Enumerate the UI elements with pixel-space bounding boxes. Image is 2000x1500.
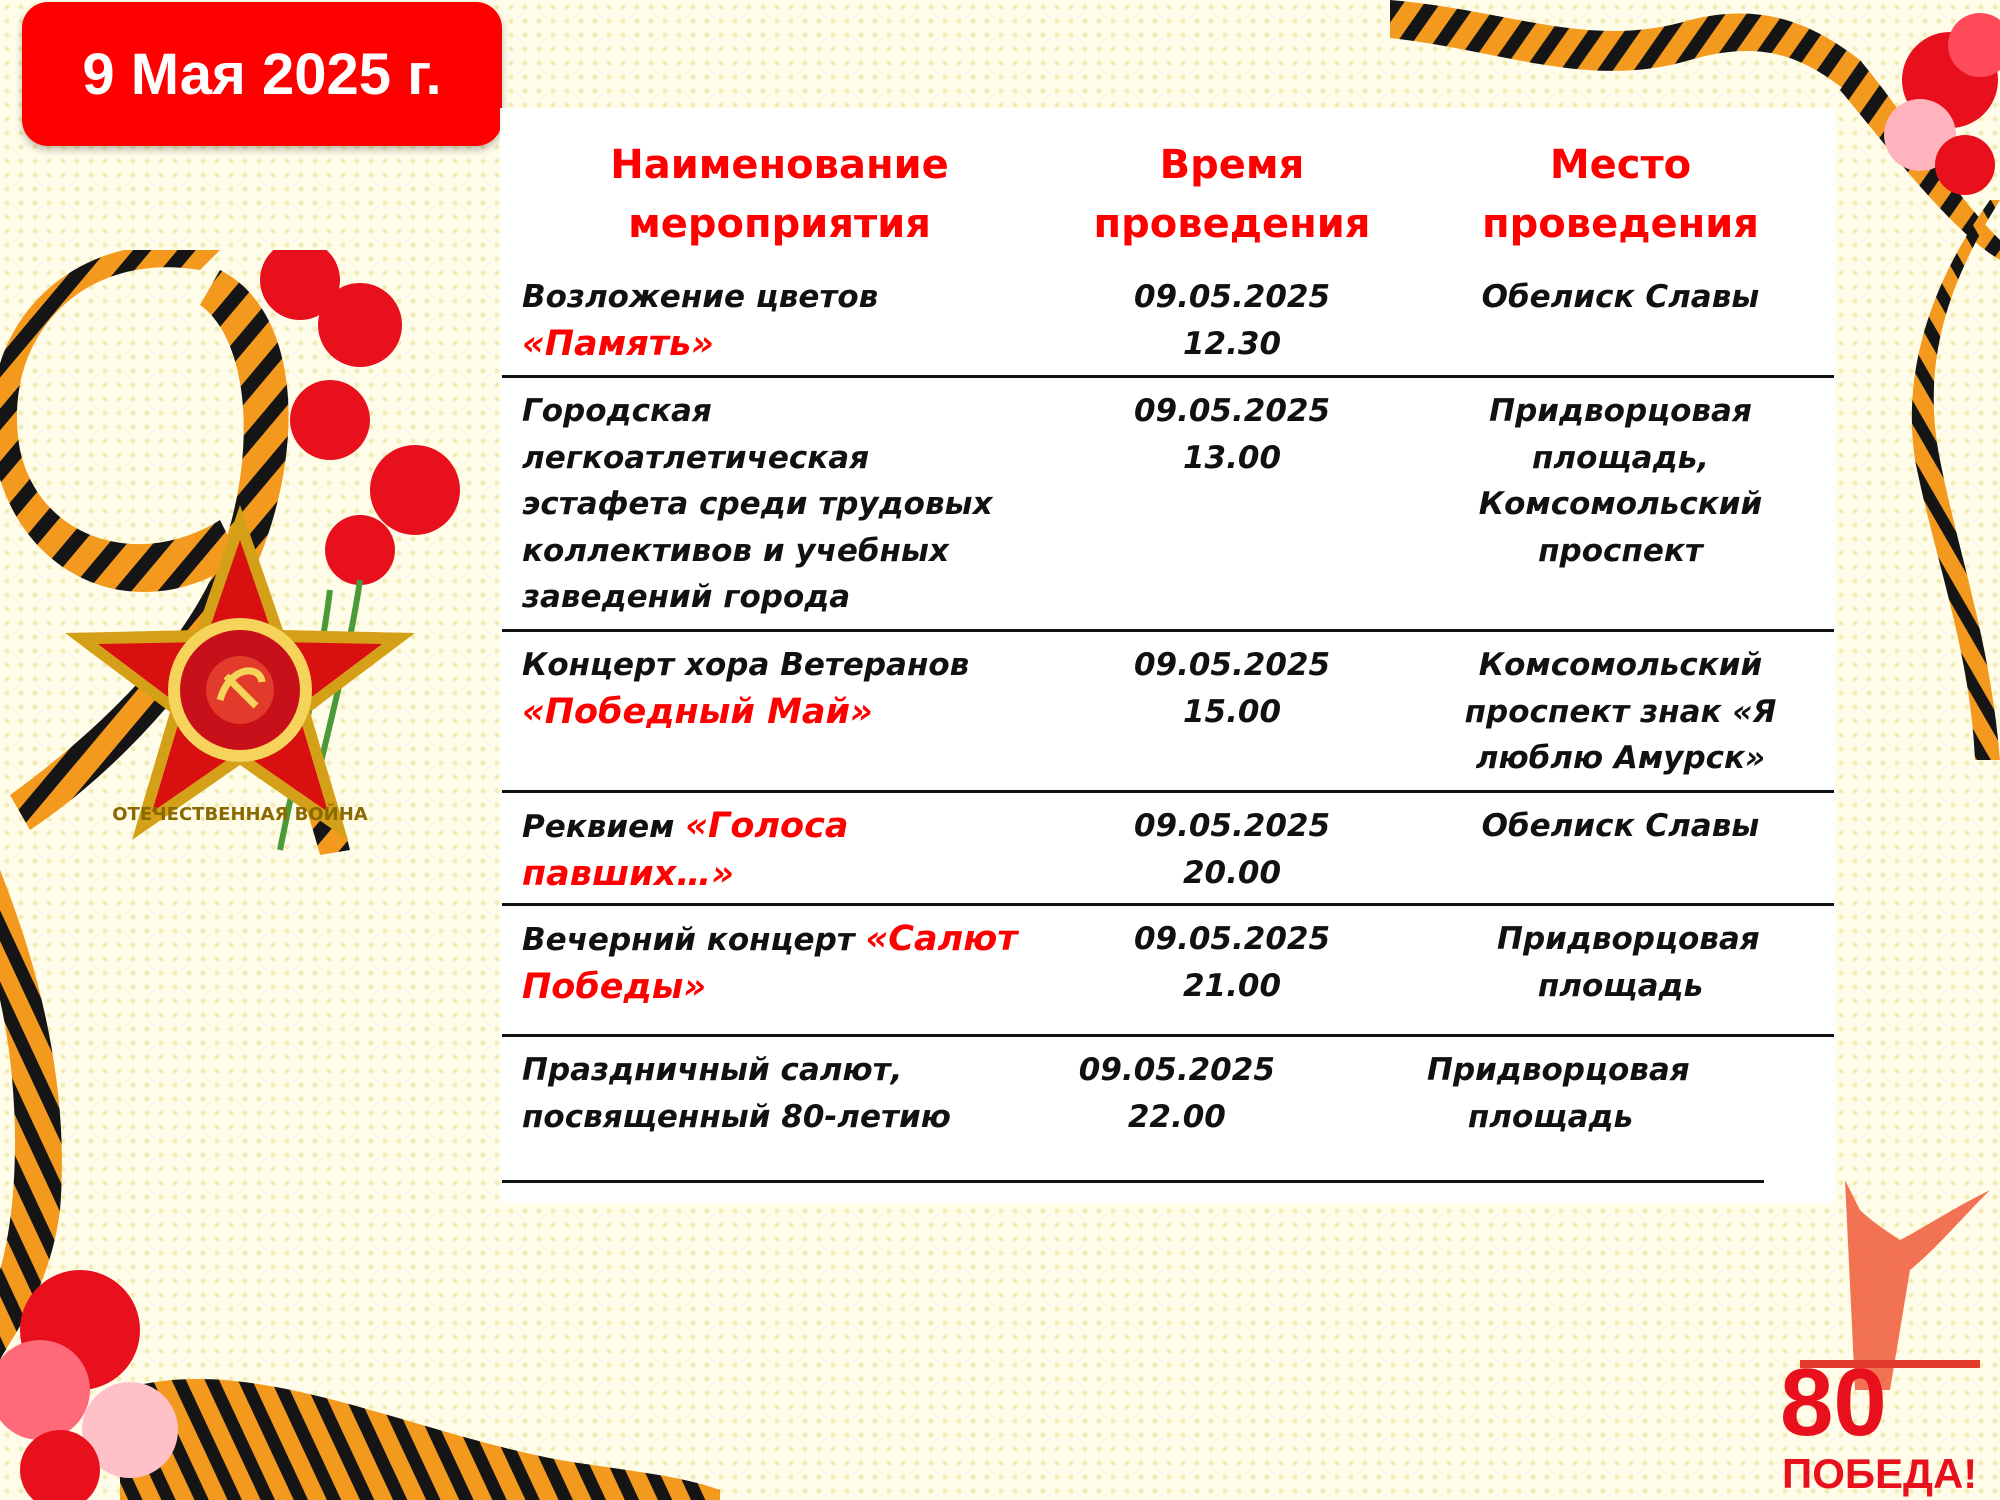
event-time: 09.05.2025 15.00 (1133, 647, 1331, 730)
table-row (502, 264, 1834, 378)
order-ribbon-carnations-decoration (0, 250, 490, 900)
event-place: Обелиск Славы (1481, 808, 1760, 844)
ribbon-right-edge-decoration (1880, 200, 2000, 760)
event-place: Обелиск Славы (1481, 279, 1760, 315)
column-header-place: Место проведения (1482, 142, 1759, 247)
event-name: Концерт хора Ветеранов «Победный Май» (522, 647, 970, 732)
title-banner (22, 2, 502, 146)
table-row (502, 793, 1834, 906)
event-time: 09.05.2025 21.00 (1133, 921, 1331, 1004)
table-row (502, 906, 1834, 1037)
events-table (502, 136, 1834, 1183)
table-row (502, 1037, 1764, 1183)
medal-inscription: ОТЕЧЕСТВЕННАЯ ВОЙНА (112, 804, 368, 825)
event-time: 09.05.2025 13.00 (1133, 393, 1331, 476)
event-name: Праздничный салют, посвященный 80-летию (522, 1052, 951, 1135)
table-row (502, 378, 1834, 632)
event-place: Придворцовая площадь (1427, 1052, 1690, 1135)
event-place: Придворцовая площадь, Комсомольский проспект (1478, 393, 1763, 569)
event-time: 09.05.2025 12.30 (1133, 279, 1331, 362)
event-name: Реквием «Голоса павших…» (522, 806, 849, 894)
event-time: 09.05.2025 22.00 (1078, 1052, 1275, 1135)
column-header-time: Время проведения (1093, 142, 1371, 247)
event-name: Городская легкоатлетическая эстафета среди трудовых коллективов и учебных заведений города (522, 393, 993, 615)
event-place: Комсомольский проспект знак «Я люблю Амурск» (1464, 647, 1777, 776)
event-place: Придворцовая площадь (1497, 921, 1760, 1004)
logo-text: ПОБЕДА! (1782, 1450, 1978, 1497)
event-name: Вечерний концерт «Салют Победы» (522, 919, 1018, 1007)
table-header (502, 136, 1834, 264)
event-name: Возложение цветов «Память» (522, 279, 879, 364)
event-time: 09.05.2025 20.00 (1133, 808, 1331, 891)
page-title: 9 Мая 2025 г. (82, 41, 442, 107)
column-header-name: Наименование мероприятия (610, 142, 949, 247)
logo-number: 80 (1780, 1349, 1887, 1456)
table-row (502, 632, 1834, 793)
